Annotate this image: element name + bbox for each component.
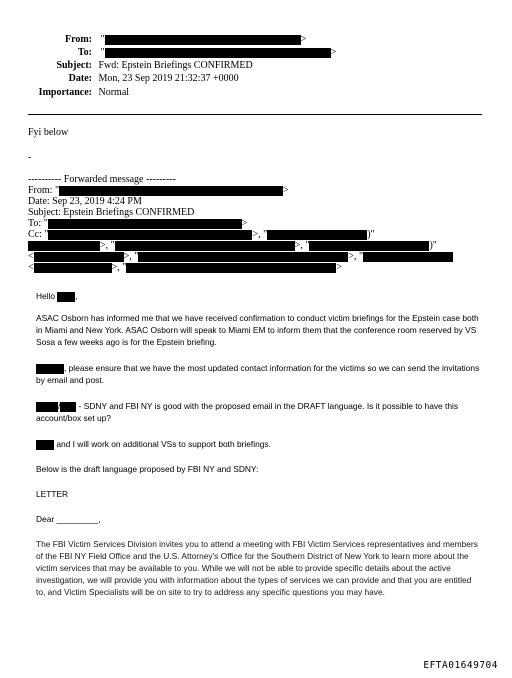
redaction-box xyxy=(48,230,252,240)
header-date-row xyxy=(0,73,239,85)
letter-heading: LETTER xyxy=(36,489,69,499)
cc-separator: >, " xyxy=(348,251,364,262)
greeting xyxy=(36,290,78,302)
dash-text: - xyxy=(28,152,32,163)
header-from-row xyxy=(0,34,306,46)
fwd-cc-row-4 xyxy=(28,262,342,274)
bates-number: EFTA01649704 xyxy=(423,660,498,671)
redaction-box xyxy=(36,364,64,374)
redaction-box xyxy=(126,263,336,273)
fwd-subject: Subject: Epstein Briefings CONFIRMED xyxy=(28,207,195,218)
redaction-box xyxy=(267,230,367,240)
redaction-box xyxy=(138,252,348,262)
paragraph-additional-vs xyxy=(36,438,482,450)
redaction-box xyxy=(48,219,242,229)
greeting-comma: , xyxy=(75,291,78,301)
forwarded-separator: ---------- Forwarded message --------- xyxy=(28,174,176,185)
date-label: Date: xyxy=(68,73,92,84)
fwd-to-label: To: " xyxy=(28,218,48,229)
cc-separator: )" xyxy=(429,240,437,251)
cc-separator: >, " xyxy=(111,262,127,273)
redaction-box xyxy=(34,252,124,262)
fyi-text: Fyi below xyxy=(28,127,69,138)
redaction-box xyxy=(60,402,76,412)
cc-lt: < xyxy=(28,251,34,262)
redaction-box xyxy=(105,48,331,58)
redaction-box xyxy=(309,241,429,251)
paragraph-briefing-confirmation: ASAC Osborn has informed me that we have received confirmation to conduct victim briefings for the Epstein case both in Miami and New York. ASAC Osborn will speak to Miami EM to inform them that the conference room reserved by VS Sosa a few weeks ago is for the Epstein briefing. xyxy=(36,313,479,347)
fwd-to-tail: > xyxy=(241,218,248,229)
to-tail: > xyxy=(330,47,337,58)
paragraph-draft-intro: Below is the draft language proposed by FBI NY and SDNY: xyxy=(36,464,259,474)
redaction-box xyxy=(36,401,61,412)
paragraph-sdny-email xyxy=(36,400,482,424)
header-subject-row xyxy=(0,60,253,72)
cc-separator: >, " xyxy=(100,240,115,251)
redaction-box xyxy=(59,186,283,196)
redaction-box xyxy=(36,440,54,450)
redaction-box xyxy=(115,241,295,251)
header-to-row xyxy=(0,47,336,59)
subject-label: Subject: xyxy=(56,60,92,71)
cc-separator: >, " xyxy=(252,229,268,240)
subject-value: Fwd: Epstein Briefings CONFIRMED xyxy=(98,60,253,71)
to-label: To: xyxy=(77,47,92,58)
header-divider xyxy=(28,114,482,115)
from-tail: > xyxy=(300,34,307,45)
greeting-word: Hello xyxy=(36,291,56,301)
sdny-email-text: - SDNY and FBI NY is good with the proposed email in the DRAFT language. Is it possible to have this account/box set up? xyxy=(36,401,459,423)
additional-vs-text: and I will work on additional VSs to support both briefings. xyxy=(54,439,271,449)
letter-body-text: The FBI Victim Services Division invites you to attend a meeting with FBI Victim Services representatives and members of the FBI NY Field Office and the U.S. Attorney's Office for the Southern District of New York to learn more about the victim services that may be available to you. While we will not be able to provide specific details about the active investigation, we will provide you with information about the types of services we can provide and that you are entitled to, and Victim Specialists will be on site to try to address any specific questions you may have. xyxy=(36,539,478,597)
date-value: Mon, 23 Sep 2019 21:32:37 +0000 xyxy=(98,73,239,84)
redaction-box xyxy=(28,241,100,251)
header-importance-row xyxy=(0,87,129,99)
fwd-from-tail: > xyxy=(283,185,289,196)
fwd-from-label: From: " xyxy=(28,185,60,196)
letter-body xyxy=(36,538,482,598)
to-quote: " xyxy=(100,47,105,58)
from-label: From: xyxy=(64,34,92,45)
slash: / xyxy=(58,401,61,411)
redaction-box xyxy=(105,35,301,45)
redaction-box xyxy=(34,263,112,273)
redaction-box xyxy=(363,252,453,262)
cc-separator: > xyxy=(336,262,343,273)
letter-salutation: Dear _________, xyxy=(36,514,101,524)
importance-value: Normal xyxy=(98,87,130,98)
contact-info-text: , please ensure that we have the most updated contact information for the victims so we can send the invitations by email and post. xyxy=(36,363,480,385)
importance-label: Importance: xyxy=(38,87,92,98)
cc-separator: )" xyxy=(367,229,375,240)
redaction-box xyxy=(57,291,78,302)
cc-separator: >, " xyxy=(294,240,310,251)
cc-lt: < xyxy=(28,262,34,273)
paragraph-contact-info xyxy=(36,362,482,386)
cc-separator: >, " xyxy=(123,251,139,262)
fwd-cc-label: Cc: " xyxy=(28,229,49,240)
fwd-date: Date: Sep 23, 2019 4:24 PM xyxy=(28,196,142,207)
from-quote: " xyxy=(100,34,105,45)
